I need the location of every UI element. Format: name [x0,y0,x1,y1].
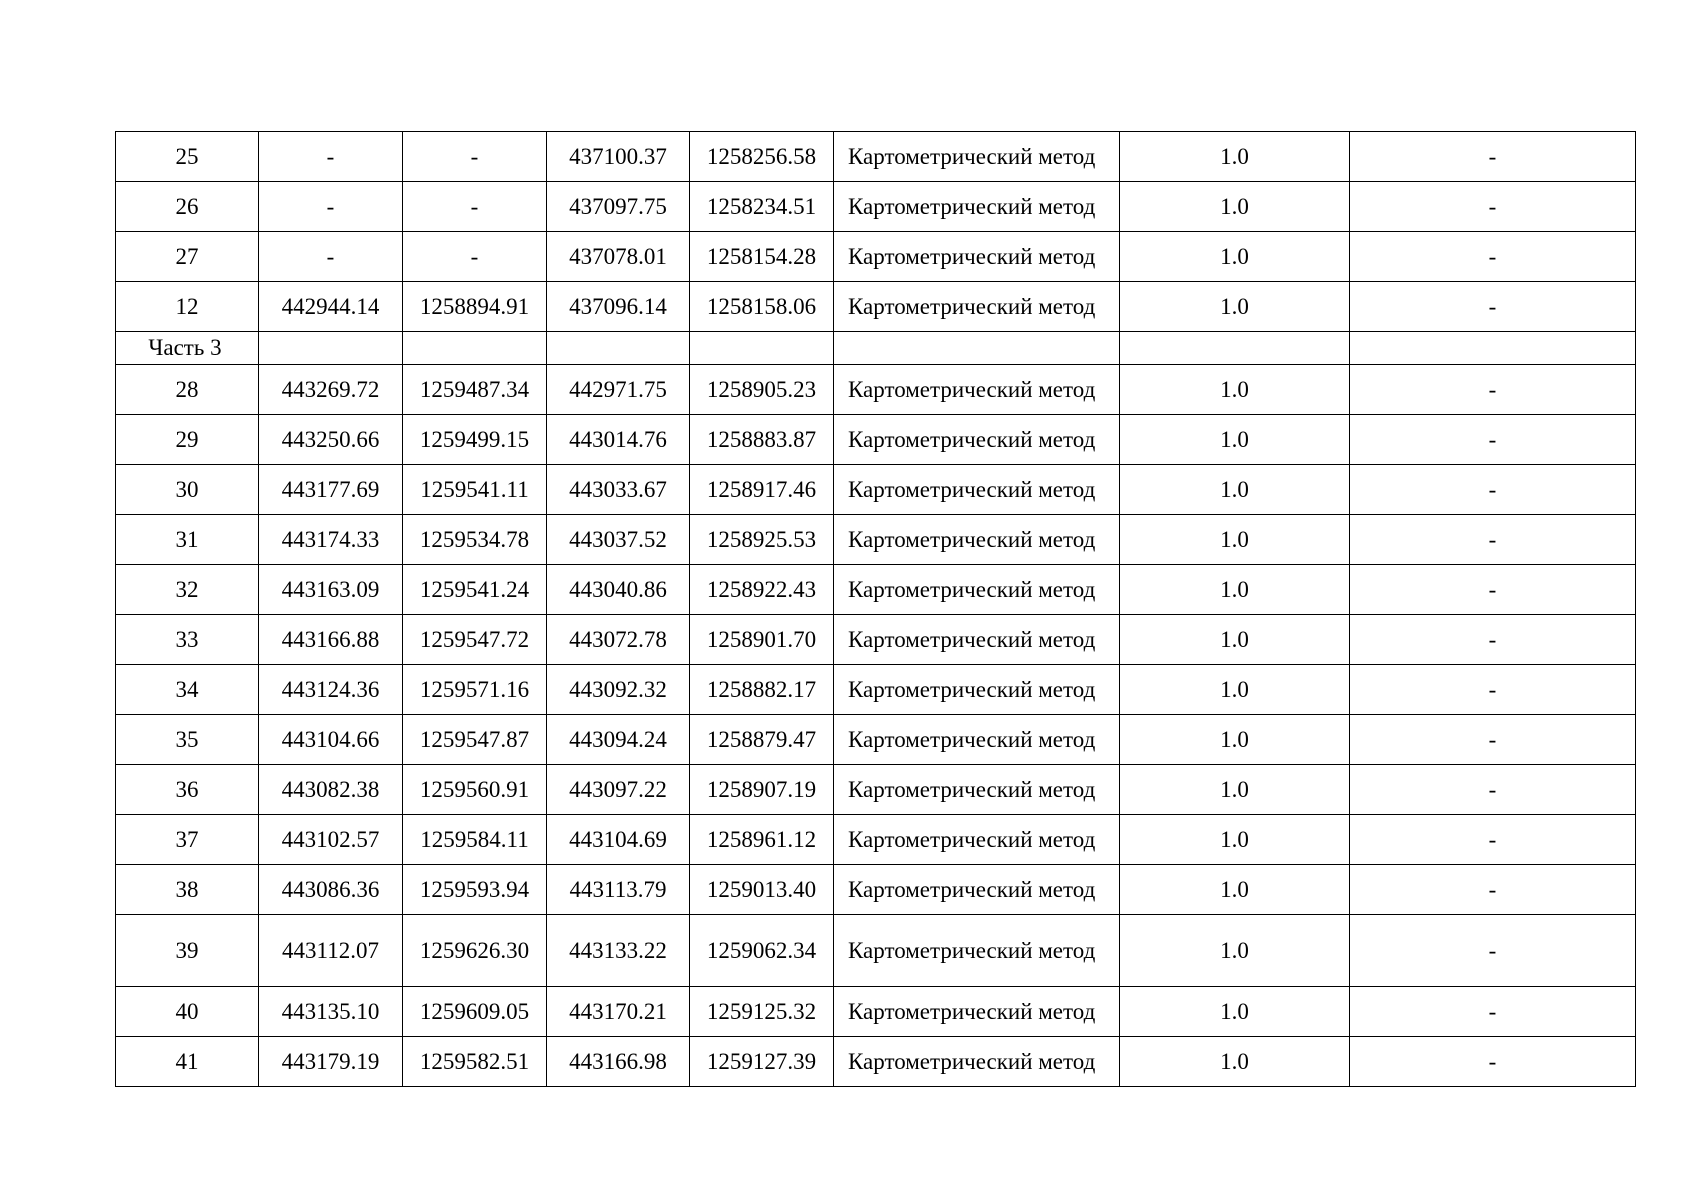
table-row [116,715,1636,765]
table-row [116,365,1636,415]
accuracy-cell: 1.0 [1120,182,1350,232]
new-x-cell: 437097.75 [547,182,690,232]
accuracy-cell: 1.0 [1120,665,1350,715]
point-number-cell: 35 [116,715,259,765]
new-x-cell: 443037.52 [547,515,690,565]
note-cell: - [1350,765,1636,815]
method-cell: Картометрический метод [834,987,1120,1037]
point-number-cell: 30 [116,465,259,515]
table-row [116,865,1636,915]
table-row [116,132,1636,182]
table-row [116,565,1636,615]
new-y-cell: 1258256.58 [690,132,834,182]
new-x-cell: 443170.21 [547,987,690,1037]
point-number-cell: 36 [116,765,259,815]
old-x-cell: - [259,182,403,232]
point-number-cell: 32 [116,565,259,615]
note-cell: - [1350,865,1636,915]
old-x-cell: 443163.09 [259,565,403,615]
accuracy-cell: 1.0 [1120,232,1350,282]
point-number-cell: 28 [116,365,259,415]
table-row [116,415,1636,465]
old-y-cell: 1258894.91 [403,282,547,332]
old-y-cell: 1259534.78 [403,515,547,565]
new-y-cell: 1258917.46 [690,465,834,515]
method-cell: Картометрический метод [834,865,1120,915]
old-x-cell: 443112.07 [259,915,403,987]
new-x-cell: 437096.14 [547,282,690,332]
point-number-cell: 39 [116,915,259,987]
table-row [116,765,1636,815]
old-y-cell: - [403,232,547,282]
new-x-cell: 443014.76 [547,415,690,465]
accuracy-cell: 1.0 [1120,1037,1350,1087]
point-number-cell: 37 [116,815,259,865]
empty-cell [403,332,547,365]
new-x-cell: 443092.32 [547,665,690,715]
table-row [116,282,1636,332]
empty-cell [834,332,1120,365]
note-cell: - [1350,465,1636,515]
old-x-cell: - [259,132,403,182]
note-cell: - [1350,515,1636,565]
new-y-cell: 1259125.32 [690,987,834,1037]
method-cell: Картометрический метод [834,465,1120,515]
old-y-cell: 1259547.87 [403,715,547,765]
note-cell: - [1350,665,1636,715]
new-y-cell: 1258154.28 [690,232,834,282]
old-y-cell: 1259541.11 [403,465,547,515]
method-cell: Картометрический метод [834,182,1120,232]
new-y-cell: 1258883.87 [690,415,834,465]
table-row [116,182,1636,232]
new-x-cell: 442971.75 [547,365,690,415]
new-x-cell: 437078.01 [547,232,690,282]
table-row [116,915,1636,987]
table-row [116,1037,1636,1087]
old-y-cell: 1259560.91 [403,765,547,815]
empty-cell [259,332,403,365]
method-cell: Картометрический метод [834,765,1120,815]
old-y-cell: 1259626.30 [403,915,547,987]
new-y-cell: 1258907.19 [690,765,834,815]
point-number-cell: 41 [116,1037,259,1087]
empty-cell [547,332,690,365]
method-cell: Картометрический метод [834,715,1120,765]
old-x-cell: 443082.38 [259,765,403,815]
accuracy-cell: 1.0 [1120,282,1350,332]
old-x-cell: 443124.36 [259,665,403,715]
old-x-cell: 443250.66 [259,415,403,465]
old-y-cell: 1259609.05 [403,987,547,1037]
old-y-cell: 1259571.16 [403,665,547,715]
new-x-cell: 443094.24 [547,715,690,765]
note-cell: - [1350,615,1636,665]
new-x-cell: 443033.67 [547,465,690,515]
note-cell: - [1350,365,1636,415]
accuracy-cell: 1.0 [1120,365,1350,415]
accuracy-cell: 1.0 [1120,765,1350,815]
table-row [116,665,1636,715]
note-cell: - [1350,132,1636,182]
accuracy-cell: 1.0 [1120,815,1350,865]
note-cell: - [1350,715,1636,765]
point-number-cell: 26 [116,182,259,232]
point-number-cell: 25 [116,132,259,182]
new-y-cell: 1258905.23 [690,365,834,415]
old-x-cell: 442944.14 [259,282,403,332]
accuracy-cell: 1.0 [1120,915,1350,987]
method-cell: Картометрический метод [834,282,1120,332]
table-row [116,815,1636,865]
note-cell: - [1350,987,1636,1037]
old-y-cell: 1259584.11 [403,815,547,865]
note-cell: - [1350,1037,1636,1087]
new-x-cell: 443113.79 [547,865,690,915]
table-row [116,465,1636,515]
old-x-cell: 443104.66 [259,715,403,765]
note-cell: - [1350,182,1636,232]
coordinates-table [115,131,1636,1087]
method-cell: Картометрический метод [834,665,1120,715]
note-cell: - [1350,815,1636,865]
new-y-cell: 1258882.17 [690,665,834,715]
table-row [116,515,1636,565]
empty-cell [1350,332,1636,365]
accuracy-cell: 1.0 [1120,565,1350,615]
accuracy-cell: 1.0 [1120,415,1350,465]
method-cell: Картометрический метод [834,565,1120,615]
new-y-cell: 1258925.53 [690,515,834,565]
section-row [116,332,1636,365]
old-x-cell: 443166.88 [259,615,403,665]
method-cell: Картометрический метод [834,1037,1120,1087]
method-cell: Картометрический метод [834,515,1120,565]
table-row [116,615,1636,665]
accuracy-cell: 1.0 [1120,715,1350,765]
point-number-cell: 33 [116,615,259,665]
method-cell: Картометрический метод [834,415,1120,465]
new-x-cell: 443104.69 [547,815,690,865]
old-x-cell: 443177.69 [259,465,403,515]
method-cell: Картометрический метод [834,915,1120,987]
point-number-cell: 29 [116,415,259,465]
table-row [116,232,1636,282]
method-cell: Картометрический метод [834,365,1120,415]
new-y-cell: 1259013.40 [690,865,834,915]
new-x-cell: 443040.86 [547,565,690,615]
note-cell: - [1350,915,1636,987]
new-x-cell: 443097.22 [547,765,690,815]
accuracy-cell: 1.0 [1120,615,1350,665]
old-y-cell: 1259499.15 [403,415,547,465]
point-number-cell: 31 [116,515,259,565]
old-y-cell: - [403,182,547,232]
point-number-cell: 12 [116,282,259,332]
old-x-cell: 443135.10 [259,987,403,1037]
point-number-cell: 38 [116,865,259,915]
old-x-cell: 443102.57 [259,815,403,865]
new-y-cell: 1258158.06 [690,282,834,332]
accuracy-cell: 1.0 [1120,132,1350,182]
empty-cell [690,332,834,365]
old-y-cell: 1259582.51 [403,1037,547,1087]
method-cell: Картометрический метод [834,132,1120,182]
method-cell: Картометрический метод [834,815,1120,865]
old-x-cell: 443269.72 [259,365,403,415]
old-x-cell: 443179.19 [259,1037,403,1087]
note-cell: - [1350,415,1636,465]
point-number-cell: 27 [116,232,259,282]
accuracy-cell: 1.0 [1120,465,1350,515]
old-x-cell: 443174.33 [259,515,403,565]
old-x-cell: - [259,232,403,282]
new-y-cell: 1259062.34 [690,915,834,987]
accuracy-cell: 1.0 [1120,987,1350,1037]
point-number-cell: 34 [116,665,259,715]
empty-cell [1120,332,1350,365]
method-cell: Картометрический метод [834,232,1120,282]
new-x-cell: 443166.98 [547,1037,690,1087]
old-y-cell: 1259487.34 [403,365,547,415]
accuracy-cell: 1.0 [1120,865,1350,915]
new-y-cell: 1258961.12 [690,815,834,865]
old-y-cell: 1259593.94 [403,865,547,915]
new-y-cell: 1259127.39 [690,1037,834,1087]
note-cell: - [1350,232,1636,282]
old-x-cell: 443086.36 [259,865,403,915]
accuracy-cell: 1.0 [1120,515,1350,565]
old-y-cell: 1259547.72 [403,615,547,665]
note-cell: - [1350,565,1636,615]
table-row [116,987,1636,1037]
note-cell: - [1350,282,1636,332]
method-cell: Картометрический метод [834,615,1120,665]
new-y-cell: 1258901.70 [690,615,834,665]
new-y-cell: 1258234.51 [690,182,834,232]
old-y-cell: 1259541.24 [403,565,547,615]
old-y-cell: - [403,132,547,182]
table-body [116,132,1636,1087]
new-x-cell: 443133.22 [547,915,690,987]
point-number-cell: 40 [116,987,259,1037]
new-x-cell: 443072.78 [547,615,690,665]
new-y-cell: 1258879.47 [690,715,834,765]
new-y-cell: 1258922.43 [690,565,834,615]
section-label: Часть 3 [116,332,259,365]
new-x-cell: 437100.37 [547,132,690,182]
